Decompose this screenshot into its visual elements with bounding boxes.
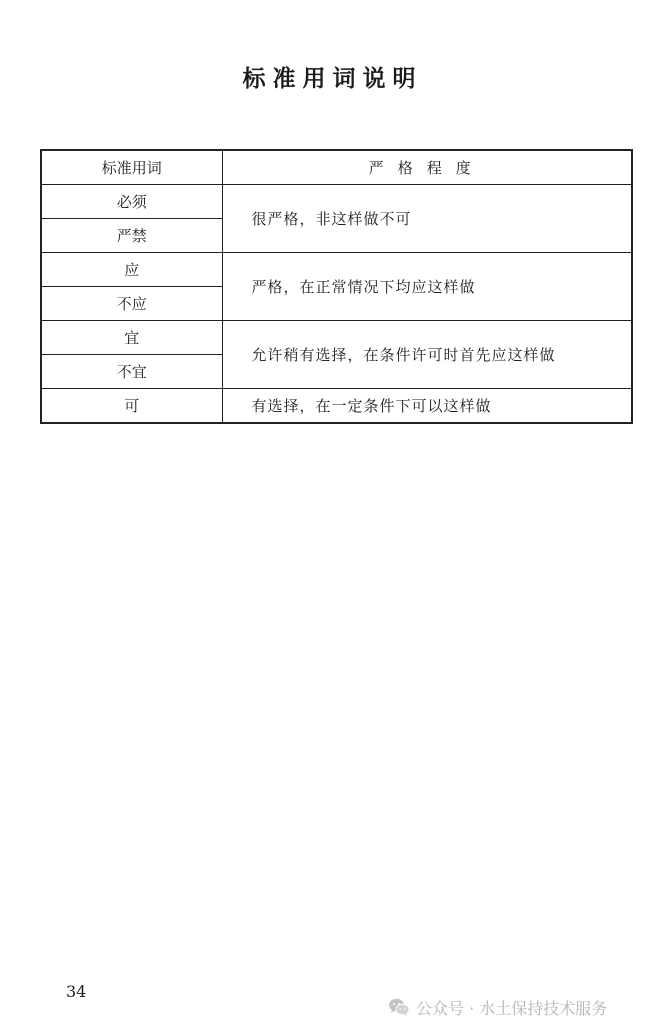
- description-cell: 很严格，非这样做不可: [222, 185, 632, 253]
- description-cell: 严格，在正常情况下均应这样做: [222, 253, 632, 321]
- page-title: 标准用词说明: [242, 66, 423, 92]
- watermark-text: 公众号 · 水土保持技术服务: [416, 998, 608, 1018]
- column-header-term: 标准用词: [41, 150, 222, 185]
- term-cell: 不宜: [41, 355, 222, 389]
- term-cell: 必须: [41, 185, 222, 219]
- table-row: [41, 253, 632, 287]
- table-row: [41, 389, 632, 424]
- description-cell: 有选择，在一定条件下可以这样做: [222, 389, 632, 424]
- term-cell: 可: [41, 389, 222, 424]
- description-cell: 允许稍有选择，在条件许可时首先应这样做: [222, 321, 632, 389]
- table-row: [41, 321, 632, 355]
- standard-terms-table: [40, 149, 633, 424]
- term-cell: 不应: [41, 287, 222, 321]
- term-cell: 应: [41, 253, 222, 287]
- column-header-strictness: 严格程度: [222, 150, 632, 185]
- term-cell: 宜: [41, 321, 222, 355]
- wechat-icon: [388, 997, 410, 1017]
- watermark: [388, 994, 607, 1020]
- page-number: 34: [66, 982, 87, 1001]
- table-row: [41, 185, 632, 219]
- term-cell: 严禁: [41, 219, 222, 253]
- table-header-row: [41, 150, 632, 185]
